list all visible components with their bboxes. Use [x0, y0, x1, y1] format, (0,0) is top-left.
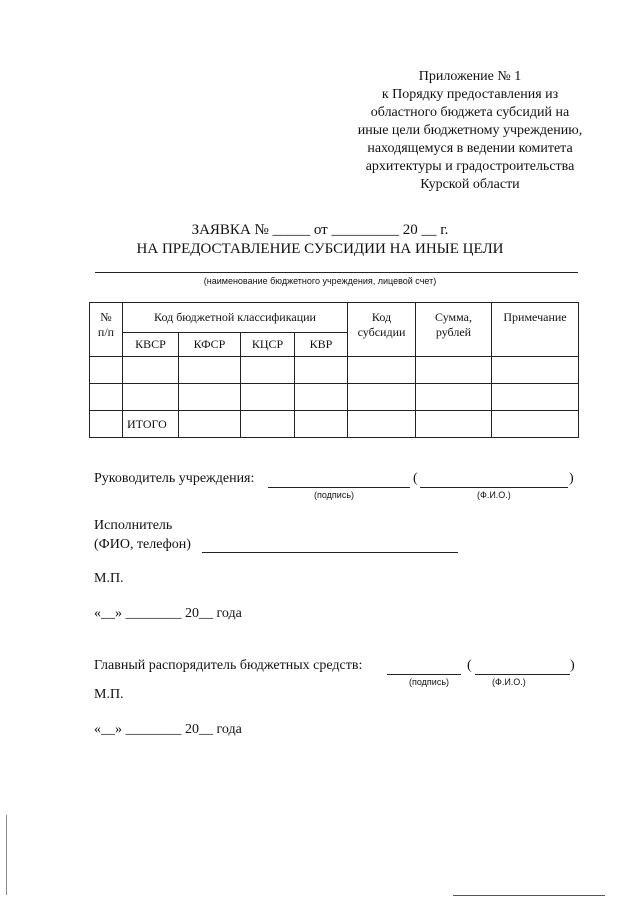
chief-name-caption: (Ф.И.О.): [492, 677, 526, 687]
table-cell[interactable]: [123, 384, 179, 411]
header-kvsr: КВСР: [123, 333, 179, 357]
header-sum-line1: Сумма,: [435, 310, 472, 324]
table-cell[interactable]: [416, 384, 492, 411]
header-sum-line2: рублей: [435, 325, 472, 339]
header-subsidy-code-line2: субсидии: [357, 325, 406, 339]
header-subsidy-code-line1: Код: [371, 310, 392, 324]
table-cell[interactable]: [492, 411, 579, 438]
open-paren: (: [467, 658, 472, 673]
total-row: [90, 411, 579, 438]
head-name-line[interactable]: [420, 487, 568, 488]
head-sign-caption: (подпись): [314, 490, 355, 500]
date-line: «__» ________ 20__ года: [94, 722, 242, 737]
appendix-line: находящемуся в ведении комитета: [367, 141, 573, 156]
appendix-line: областного бюджета субсидий на: [370, 105, 570, 120]
header-number: [90, 303, 123, 357]
table-cell[interactable]: [295, 384, 348, 411]
table-cell[interactable]: [348, 357, 416, 384]
total-label: ИТОГО: [123, 411, 179, 438]
table-cell[interactable]: [179, 357, 241, 384]
chief-signature-line[interactable]: [387, 674, 461, 675]
table-cell[interactable]: [348, 411, 416, 438]
head-signature-line[interactable]: [268, 487, 410, 488]
table-cell[interactable]: [241, 357, 295, 384]
table-cell[interactable]: [123, 357, 179, 384]
header-note: Примечание: [492, 303, 579, 357]
stamp-label: М.П.: [94, 687, 124, 702]
header-kvr: КВР: [295, 333, 348, 357]
appendix-block: [300, 68, 640, 194]
application-title: ЗАЯВКА № _____ от _________ 20 __ г.: [191, 222, 449, 238]
application-subtitle: НА ПРЕДОСТАВЛЕНИЕ СУБСИДИИ НА ИНЫЕ ЦЕЛИ: [136, 241, 504, 257]
header-subsidy-code: [348, 303, 416, 357]
table-cell[interactable]: [295, 357, 348, 384]
head-signature-label: Руководитель учреждения:: [94, 471, 255, 486]
header-number-line2: п/п: [97, 325, 115, 339]
table-cell[interactable]: [241, 411, 295, 438]
open-paren: (: [413, 471, 418, 486]
header-budget-code: Код бюджетной классификации: [123, 303, 348, 333]
appendix-line: иные цели бюджетному учреждению,: [357, 123, 583, 138]
table-cell[interactable]: [90, 357, 123, 384]
table-cell[interactable]: [492, 384, 579, 411]
scan-bottom-line: [453, 895, 605, 896]
executor-label: Исполнитель: [94, 518, 173, 533]
executor-contact-label: (ФИО, телефон): [94, 537, 191, 552]
table-cell[interactable]: [492, 357, 579, 384]
table-cell[interactable]: [179, 384, 241, 411]
chief-name-line[interactable]: [475, 674, 570, 675]
table-cell[interactable]: [241, 384, 295, 411]
appendix-line: архитектуры и градостроительства: [365, 159, 575, 174]
head-name-caption: (Ф.И.О.): [477, 490, 511, 500]
table-cell[interactable]: [416, 411, 492, 438]
header-sum: [416, 303, 492, 357]
table-row: [90, 357, 579, 384]
appendix-line: к Порядку предоставления из: [381, 87, 559, 102]
table-cell[interactable]: [348, 384, 416, 411]
close-paren: ): [569, 471, 574, 486]
appendix-line: Курской области: [420, 177, 520, 192]
header-number-line1: №: [100, 310, 112, 324]
institution-line[interactable]: [95, 272, 578, 273]
budget-table: [89, 302, 579, 438]
table-cell[interactable]: [179, 411, 241, 438]
header-kcsr: КЦСР: [241, 333, 295, 357]
table-cell[interactable]: [90, 384, 123, 411]
stamp-label: М.П.: [94, 571, 124, 586]
table-cell[interactable]: [416, 357, 492, 384]
institution-caption: (наименование бюджетного учреждения, лицевой счет): [203, 276, 437, 286]
table-row: [90, 384, 579, 411]
header-kfsr: КФСР: [179, 333, 241, 357]
scan-edge-mark: [6, 815, 7, 895]
appendix-line: Приложение № 1: [418, 69, 522, 84]
close-paren: ): [570, 658, 575, 673]
chief-sign-caption: (подпись): [409, 677, 450, 687]
table-cell[interactable]: [90, 411, 123, 438]
date-line: «__» ________ 20__ года: [94, 606, 242, 621]
executor-line[interactable]: [202, 552, 458, 553]
table-cell[interactable]: [295, 411, 348, 438]
chief-signature-label: Главный распорядитель бюджетных средств:: [94, 658, 363, 673]
